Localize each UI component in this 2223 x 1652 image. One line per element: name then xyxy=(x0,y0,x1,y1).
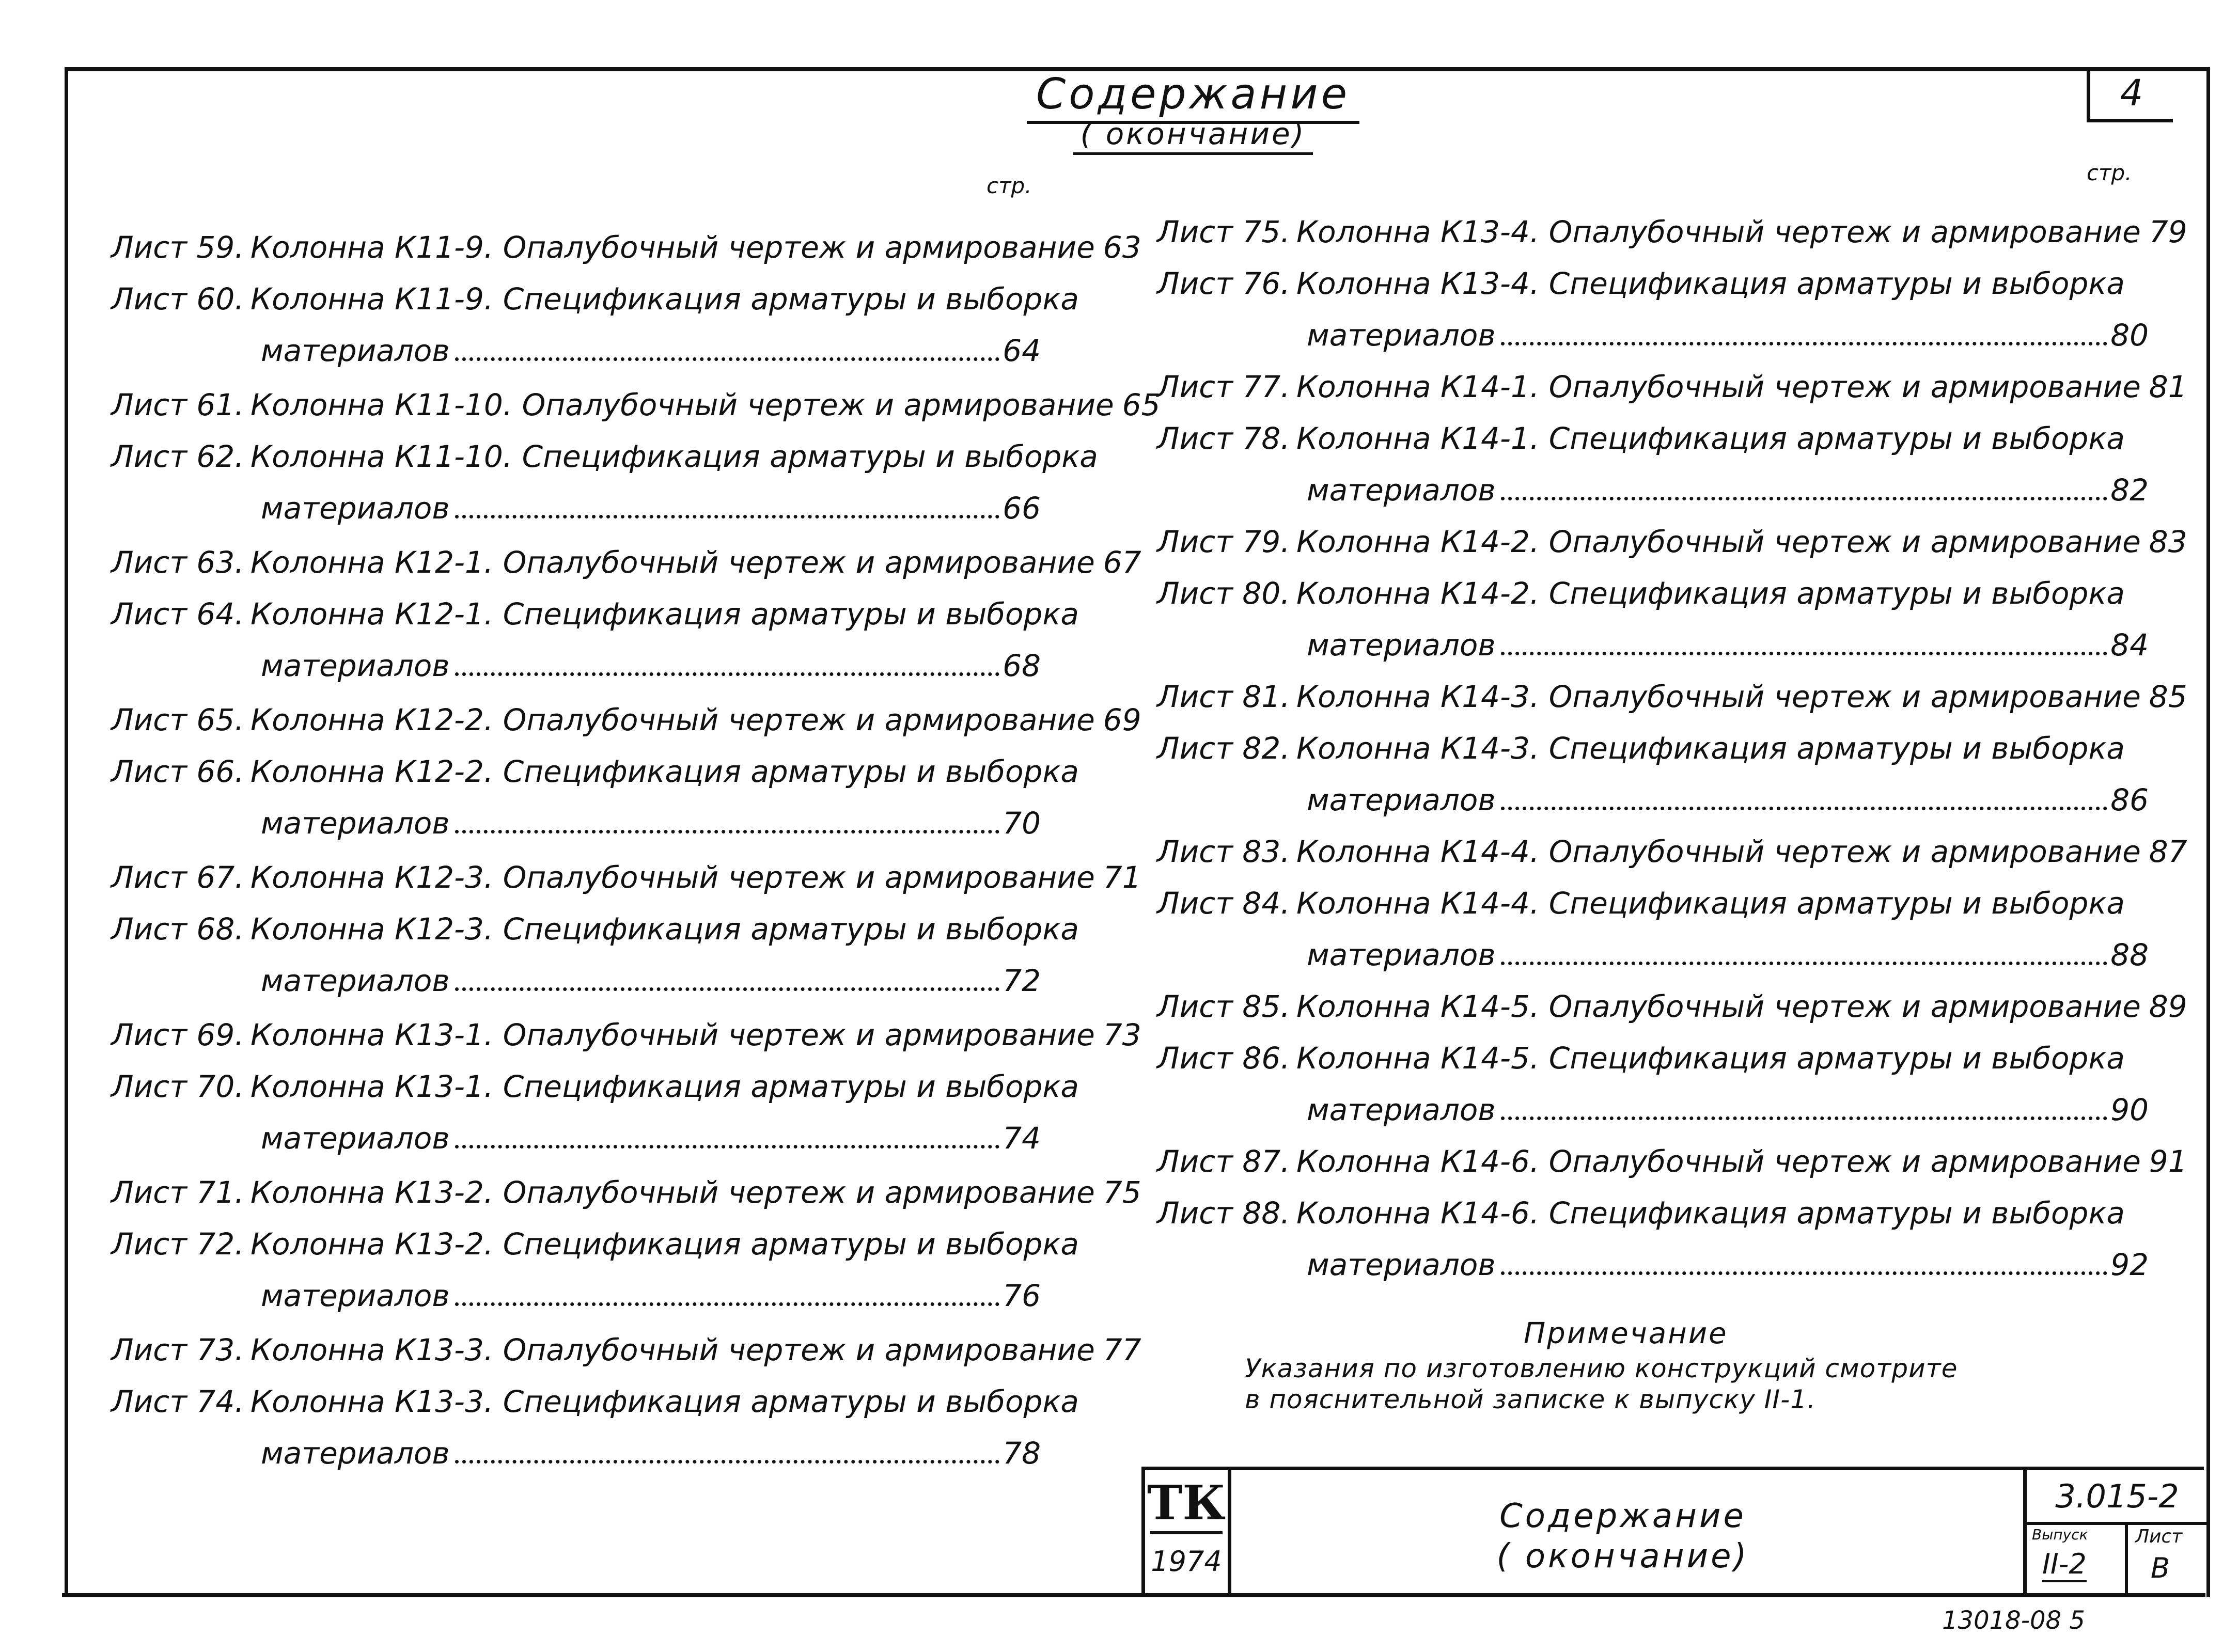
toc-entry-line xyxy=(1307,1092,2149,1127)
toc-sheet-number: Лист 63. xyxy=(111,545,244,580)
toc-entry-line xyxy=(1296,679,2187,714)
toc-sheet-number: Лист 69. xyxy=(111,1017,244,1052)
toc-title: Колонна К12-1. Спецификация арматуры и выборка xyxy=(251,596,1079,632)
toc-title-continuation: материалов xyxy=(1307,937,1496,972)
toc-title: Колонна К13-4. Опалубочный чертеж и армирование xyxy=(1296,214,2141,249)
issue-label: Выпуск xyxy=(2032,1526,2088,1543)
toc-title: Колонна К13-3. Спецификация арматуры и выборка xyxy=(251,1384,1079,1419)
toc-sheet-number: Лист 61. xyxy=(111,387,244,422)
toc-title: Колонна К14-2. Спецификация арматуры и выборка xyxy=(1296,576,2125,611)
toc-title-continuation: материалов xyxy=(261,1436,450,1471)
archive-code: 13018-08 5 xyxy=(1942,1606,2085,1635)
toc-sheet-number: Лист 83. xyxy=(1157,834,1290,869)
title-block-name xyxy=(1403,1496,1842,1577)
title-block-line-2: ( окончание) xyxy=(1496,1537,1749,1576)
toc-sheet-number: Лист 79. xyxy=(1157,524,1290,559)
left-page-column-label: стр. xyxy=(987,173,1032,198)
toc-sheet-number: Лист 74. xyxy=(111,1384,244,1419)
toc-leader-dots xyxy=(455,672,1000,676)
right-page-column-label: стр. xyxy=(2087,160,2132,185)
toc-page-number: 66 xyxy=(1003,491,1041,526)
series-code: 3.015-2 xyxy=(2027,1470,2208,1525)
toc-sheet-number: Лист 66. xyxy=(111,754,244,789)
toc-page-number: 76 xyxy=(1003,1278,1041,1313)
toc-sheet-number: Лист 67. xyxy=(111,860,244,895)
toc-page-number: 63 xyxy=(1103,230,1141,265)
toc-leader-dots xyxy=(455,1145,1000,1148)
publisher-logo: ТК xyxy=(1150,1474,1223,1534)
toc-sheet-number: Лист 70. xyxy=(111,1069,244,1104)
toc-page-number: 79 xyxy=(2149,214,2187,249)
toc-title-continuation: материалов xyxy=(1307,1247,1496,1282)
designation-divider xyxy=(2125,1522,2128,1594)
toc-leader-dots xyxy=(1501,497,2108,500)
toc-title-continuation: материалов xyxy=(1307,1092,1496,1127)
toc-title: Колонна К13-2. Спецификация арматуры и выборка xyxy=(251,1226,1079,1262)
toc-sheet-number: Лист 59. xyxy=(111,230,244,265)
toc-entry-line xyxy=(1307,937,2149,972)
toc-page-number: 81 xyxy=(2149,369,2187,404)
toc-title: Колонна К12-2. Опалубочный чертеж и армирование xyxy=(251,702,1095,737)
toc-sheet-number: Лист 84. xyxy=(1157,886,1290,921)
toc-sheet-number: Лист 62. xyxy=(111,439,244,474)
toc-page-number: 75 xyxy=(1103,1175,1141,1210)
toc-title-continuation: материалов xyxy=(261,806,450,841)
toc-leader-dots xyxy=(455,357,1000,361)
toc-entry-line xyxy=(251,1017,1141,1052)
toc-title-continuation: материалов xyxy=(1307,627,1496,663)
toc-title: Колонна К14-2. Опалубочный чертеж и армирование xyxy=(1296,524,2141,559)
title-block xyxy=(1141,1467,2204,1597)
toc-sheet-number: Лист 68. xyxy=(111,911,244,947)
toc-page-number: 67 xyxy=(1103,545,1141,580)
toc-title-continuation: материалов xyxy=(1307,782,1496,817)
toc-sheet-number: Лист 86. xyxy=(1157,1041,1290,1076)
toc-sheet-number: Лист 82. xyxy=(1157,731,1290,766)
toc-page-number: 88 xyxy=(2110,937,2149,972)
toc-title-continuation: материалов xyxy=(261,1278,450,1313)
toc-title-continuation: материалов xyxy=(261,491,450,526)
toc-entry-line xyxy=(261,491,1041,526)
toc-leader-dots xyxy=(1501,652,2108,655)
toc-title: Колонна К14-3. Опалубочный чертеж и армирование xyxy=(1296,679,2141,714)
toc-entry-line xyxy=(261,1121,1041,1156)
toc-page-number: 69 xyxy=(1103,702,1141,737)
publisher-block xyxy=(1145,1470,1231,1594)
toc-title-continuation: материалов xyxy=(261,333,450,368)
sheet-label: Лист xyxy=(2135,1526,2183,1547)
toc-leader-dots xyxy=(1501,807,2108,810)
toc-leader-dots xyxy=(455,515,1000,518)
toc-leader-dots xyxy=(1501,1271,2108,1275)
toc-sheet-number: Лист 81. xyxy=(1157,679,1290,714)
note-line-1: Указания по изготовлению конструкций смотрите xyxy=(1245,1354,1958,1383)
toc-entry-line xyxy=(1307,473,2149,508)
toc-entry-line xyxy=(251,1175,1141,1210)
toc-page-number: 92 xyxy=(2110,1247,2149,1282)
toc-title: Колонна К11-10. Спецификация арматуры и выборка xyxy=(251,439,1098,474)
toc-title: Колонна К11-9. Опалубочный чертеж и армирование xyxy=(251,230,1095,265)
note-line-2: в пояснительной записке к выпуску II-1. xyxy=(1245,1384,1816,1414)
toc-entry-line xyxy=(251,545,1141,580)
toc-sheet-number: Лист 88. xyxy=(1157,1195,1290,1231)
toc-entry-line xyxy=(251,860,1141,895)
toc-title: Колонна К11-10. Опалубочный чертеж и армирование xyxy=(251,387,1114,422)
toc-entry-line xyxy=(1296,834,2187,869)
toc-title: Колонна К13-2. Опалубочный чертеж и армирование xyxy=(251,1175,1095,1210)
toc-page-number: 83 xyxy=(2149,524,2187,559)
toc-leader-dots xyxy=(455,1460,1000,1464)
toc-entry-line xyxy=(1307,627,2149,663)
toc-title-continuation: материалов xyxy=(261,963,450,998)
toc-title-continuation: материалов xyxy=(261,1121,450,1156)
toc-title: Колонна К14-6. Спецификация арматуры и выборка xyxy=(1296,1195,2125,1231)
toc-title: Колонна К14-5. Опалубочный чертеж и армирование xyxy=(1296,989,2141,1024)
toc-leader-dots xyxy=(1501,342,2108,345)
toc-entry-line xyxy=(261,1278,1041,1313)
toc-title: Колонна К14-6. Опалубочный чертеж и армирование xyxy=(1296,1144,2141,1179)
toc-title: Колонна К12-2. Спецификация арматуры и выборка xyxy=(251,754,1079,789)
toc-entry-line xyxy=(1296,524,2187,559)
toc-title: Колонна К13-4. Спецификация арматуры и выборка xyxy=(1296,266,2125,301)
toc-sheet-number: Лист 65. xyxy=(111,702,244,737)
toc-sheet-number: Лист 72. xyxy=(111,1226,244,1262)
toc-entry-line xyxy=(1307,1247,2149,1282)
toc-entry-line xyxy=(1296,214,2187,249)
toc-page-number: 89 xyxy=(2149,989,2187,1024)
toc-entry-line xyxy=(251,387,1161,422)
toc-entry-line xyxy=(1296,1144,2187,1179)
toc-sheet-number: Лист 71. xyxy=(111,1175,244,1210)
toc-title: Колонна К14-4. Спецификация арматуры и выборка xyxy=(1296,886,2125,921)
toc-entry-line xyxy=(251,230,1141,265)
toc-entry-line xyxy=(261,963,1041,998)
toc-sheet-number: Лист 80. xyxy=(1157,576,1290,611)
toc-page-number: 68 xyxy=(1003,648,1041,683)
toc-title: Колонна К12-3. Опалубочный чертеж и армирование xyxy=(251,860,1095,895)
toc-sheet-number: Лист 64. xyxy=(111,596,244,632)
toc-title: Колонна К14-1. Спецификация арматуры и выборка xyxy=(1296,421,2125,456)
toc-entry-line xyxy=(251,702,1141,737)
toc-title: Колонна К14-4. Опалубочный чертеж и армирование xyxy=(1296,834,2141,869)
toc-title: Колонна К14-1. Опалубочный чертеж и армирование xyxy=(1296,369,2141,404)
toc-leader-dots xyxy=(1501,1116,2108,1120)
toc-title: Колонна К14-5. Спецификация арматуры и выборка xyxy=(1296,1041,2125,1076)
toc-title-continuation: материалов xyxy=(1307,318,1496,353)
publication-year: 1974 xyxy=(1151,1545,1222,1578)
toc-sheet-number: Лист 75. xyxy=(1157,214,1290,249)
toc-entry-line xyxy=(261,806,1041,841)
toc-leader-dots xyxy=(455,830,1000,833)
toc-sheet-number: Лист 78. xyxy=(1157,421,1290,456)
toc-sheet-number: Лист 76. xyxy=(1157,266,1290,301)
toc-page-number: 72 xyxy=(1003,963,1041,998)
note-heading: Примечание xyxy=(1524,1317,1728,1350)
title-text: Содержание xyxy=(1027,70,1359,124)
toc-leader-dots xyxy=(455,1302,1000,1306)
sheet-value: В xyxy=(2151,1552,2170,1584)
toc-title: Колонна К12-3. Спецификация арматуры и выборка xyxy=(251,911,1079,947)
toc-page-number: 87 xyxy=(2149,834,2187,869)
toc-entry-line xyxy=(261,1436,1041,1471)
toc-page-number: 85 xyxy=(2149,679,2187,714)
toc-title-continuation: материалов xyxy=(1307,473,1496,508)
toc-page-number: 74 xyxy=(1003,1121,1041,1156)
toc-sheet-number: Лист 77. xyxy=(1157,369,1290,404)
toc-page-number: 84 xyxy=(2110,627,2149,663)
toc-page-number: 77 xyxy=(1103,1332,1141,1367)
toc-title: Колонна К13-3. Опалубочный чертеж и армирование xyxy=(251,1332,1095,1367)
toc-entry-line xyxy=(1307,318,2149,353)
toc-title: Колонна К11-9. Спецификация арматуры и выборка xyxy=(251,281,1079,317)
toc-sheet-number: Лист 73. xyxy=(111,1332,244,1367)
toc-title-continuation: материалов xyxy=(261,648,450,683)
page-number: 4 xyxy=(2087,67,2173,122)
toc-page-number: 78 xyxy=(1003,1436,1041,1471)
toc-page-number: 86 xyxy=(2110,782,2149,817)
toc-sheet-number: Лист 60. xyxy=(111,281,244,317)
subtitle-text: ( окончание) xyxy=(1073,116,1313,155)
toc-title: Колонна К14-3. Спецификация арматуры и выборка xyxy=(1296,731,2125,766)
toc-page-number: 65 xyxy=(1122,387,1161,422)
toc-entry-line xyxy=(251,1332,1141,1367)
toc-sheet-number: Лист 87. xyxy=(1157,1144,1290,1179)
toc-entry-line xyxy=(261,333,1041,368)
toc-entry-line xyxy=(1296,989,2187,1024)
document-subtitle xyxy=(1012,116,1374,155)
toc-page-number: 64 xyxy=(1003,333,1041,368)
toc-title: Колонна К12-1. Опалубочный чертеж и армирование xyxy=(251,545,1095,580)
toc-entry-line xyxy=(1296,369,2187,404)
note-body xyxy=(1245,1353,1958,1415)
toc-page-number: 80 xyxy=(2110,318,2149,353)
toc-page-number: 71 xyxy=(1103,860,1141,895)
toc-page-number: 73 xyxy=(1103,1017,1141,1052)
toc-page-number: 82 xyxy=(2110,473,2149,508)
issue-value: II-2 xyxy=(2042,1548,2087,1582)
toc-leader-dots xyxy=(455,987,1000,991)
toc-page-number: 90 xyxy=(2110,1092,2149,1127)
toc-leader-dots xyxy=(1501,962,2108,965)
toc-title: Колонна К13-1. Опалубочный чертеж и армирование xyxy=(251,1017,1095,1052)
toc-page-number: 91 xyxy=(2149,1144,2187,1179)
toc-sheet-number: Лист 85. xyxy=(1157,989,1290,1024)
toc-entry-line xyxy=(261,648,1041,683)
toc-title: Колонна К13-1. Спецификация арматуры и выборка xyxy=(251,1069,1079,1104)
toc-page-number: 70 xyxy=(1003,806,1041,841)
title-block-line-1: Содержание xyxy=(1499,1497,1746,1535)
toc-entry-line xyxy=(1307,782,2149,817)
designation-block xyxy=(2023,1470,2208,1594)
